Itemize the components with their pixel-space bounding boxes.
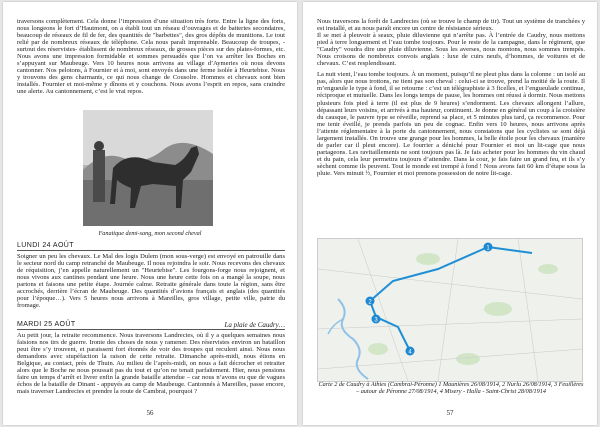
route-map xyxy=(317,238,583,382)
section2-body xyxy=(17,332,285,395)
map-marker-4: 4 xyxy=(408,349,412,356)
left-page xyxy=(3,2,297,425)
intro-paragraph-text: traversons complètement. Cela donne l’impression d’une situation très forte. Entre la ligne des forts, nous longeons le fort d’Hautmont, on a établi tout un réseau d’ouvrages et de batteries secondaires, beaucoup de réseaux de fil de fer, des quantités de "barbettes", des gros dépôts de munitions. Le tout relié par de nombreux réseaux de téléphone. Cela nous paraît imprenable. Beaucoup de troupes, - surtout des réservistes- établissent de nombreux réseaux, de grosses pièces sur des plates-formes, etc. Nous avons une impression formidable et sommes persuadés que l’on va arrêter les Boches en s’appuyant sur Maubeuge. Vers 10 heures nous arrivons au village d’Aymeries où nous devons cantonner. Nos pelotons, à Fournier et à moi, sont envoyés dans une ferme isolée à Heurtebise. Nous y trouvons des gens charmants, ce qui nous change de Cousolre. Hommes et chevaux sont bien installés. Fournier et moi-même y dînons et y couchons. Nous avons l’esprit en repos, sans craindre une alerte. Au cantonnement, c’est le vrai repos. xyxy=(17,18,285,96)
intro-paragraph xyxy=(17,18,285,96)
map-marker-1: 1 xyxy=(486,245,490,252)
route-map-graphic xyxy=(318,239,582,381)
paragraph-rain: Il se met à pleuvoir à seaux, pluie diluvienne qui n’arrête pas. À l’entrée de Caudry, nous mettons pied à terre longuement et l’eau tombe toujours. Pour le reste de la campagne, dans le régiment, que "Caudry" voudra dire une pluie diluvienne. Sous les averses, nous montons, nous sommes trempés. Nous croisons de nombreux convois anglais : luxe de cuirs neufs, d’hommes, de voitures et de chevaux. C’est resplendissant. xyxy=(317,32,585,68)
map-marker-2: 2 xyxy=(368,299,372,306)
section-place: La plaie de Caudry… xyxy=(224,321,285,329)
section1-body xyxy=(17,253,285,309)
map-marker-3: 3 xyxy=(374,317,378,324)
right-text-block xyxy=(317,18,585,177)
page-number: 57 xyxy=(446,409,454,417)
section1-text: Soigner un peu les chevaux. Le Mal des logis Dulem (mon sous-verge) est envoyé en patrouille dans le secteur nord du camp retranché de Maubeuge. Il nous rejoindra le soir. Nous recevons des chevaux de réquisition, j’en appelle naturellement un "Heurtebise". Les fourgons-forge nous rejoignent, et nous vivons aux cantines pendant une heure. Nous une heure cette fois on a mangé la soupe, nous partons et faisons une petite étape. Journée calme. Retraite générale dans toute la région, sans être accrochés, derrière l’écran de Maubeuge. Des quantités d’avions français et anglais (des quantités pour l’époque…). Vers 5 heures nous arrivons à Mareilles, gros village, petite ville, patrie du fromage. xyxy=(17,253,285,310)
right-page xyxy=(303,2,597,425)
section2-text: Au petit jour, la retraite recommence. Nous traversons Landrecies, où il y a quelques semaines nous faisions nos tirs de guerre. Ironie des choses de nous y ramener. Des réservistes environ un bataillon peut être s’y trouvent, et paraissent fort étonnés de voir des troupes qui reculent ainsi. Nous nous demandons avec stupéfaction la raison de cette retraite. Dimanche après-midi, nous étions en Belgique, au contact, près de Thuin. Au milieu de l’après-midi, on nous a fait décrocher et retraiter alors que le Boche ne nous poussait pas du tout et qu’on ne tenait parfaitement. Hier, nous pensions faire un temps d’arrêt et livrer enfin la grande bataille attendue – car nous n’avons eu que de vagues échos de la bataille de Dinant - appuyés au camp de Maubeuge. Cantonnés à Mareilles, passe encore, mais traverser Landrecies et prendre la route de Cambrai, pourquoi ? xyxy=(17,332,285,396)
page-number: 56 xyxy=(146,409,154,417)
section-heading-tuesday xyxy=(17,321,285,330)
section-heading-monday xyxy=(17,242,285,251)
section-date: MARDI 25 AOÛT xyxy=(17,321,76,328)
horse-photo-illustration xyxy=(83,110,213,226)
paragraph-forest: Nous traversons la forêt de Landrecies (où se trouve le champ de tir). Tout un système de tranchées y est installé, et au nous paraît encore un centre de résistance sérieux. xyxy=(317,18,585,33)
photo-caption: Fanatique demi-sang, mon second cheval xyxy=(98,230,202,237)
section-date: LUNDI 24 AOÛT xyxy=(17,242,74,249)
paragraph-night: La nuit vient, l’eau tombe toujours. À un moment, puisqu’il ne pleut plus dans la colonne : un isolé au pas, alors que nous trottons, ne tient pas son cheval : celui-ci se trouve, prend la moitié de la route. Il m’engueule le type à fond, il se retourne : c’est un télégraphiste à 3 ficelles, et l’engueulade continue, réciproque et mutuelle. Dans les longs temps de pause, les hommes ont réussi à dormir. Nous mettons plusieurs fois pied à terre (il est plus de 9 heures) s’endorment. Les chevaux allongent l’allure, dépassant leurs voisins, et arrivés à ma hauteur, continuent. Je donne en général un coup à la croisière du causque, le pauvre type se réveille, reprend sa place, et 5 minutes plus tard, ça recommence. Pour me tenir éveillé, je prends parfois un peu de cognac. Enfin vers 10 heures, nous arrivons après l’attente réglementaire à la porte du cantonnement, nous constatons que les cyclistes se sont déjà largement installés. On trouve une grange pour les hommes, la belle étoile pour les chevaux (manière de parler car il pleut encore). Le fourrier a déniché pour Fournier et moi un lit-cage que nous partageons. Les ravitaillements ne sont toujours pas là. Je fais acheter pour les hommes du vin chaud et du pain, cela leur permettra toujours d’attendre. Dans la cour, je fais faire un grand feu, et ils s’y sèchent comme ils peuvent. Tout le monde est trempé à fond ! Nous avons fait 60 km d’étape sous la pluie. Vers minuit ½, Fournier et moi prenons possession de notre lit-cage. xyxy=(317,71,585,177)
horse-photo xyxy=(83,110,213,226)
map-caption: Carte 2 de Caudry à Athies (Cambrai-Péronne) 1 Maunières 26/08/1914, 2 Nurlu 26/08/1914, 3 Feuillères – autour de Péronne 27/08/1914, 4 Misery - Halla - Saint-Christ 28/08/1914 xyxy=(318,381,584,395)
